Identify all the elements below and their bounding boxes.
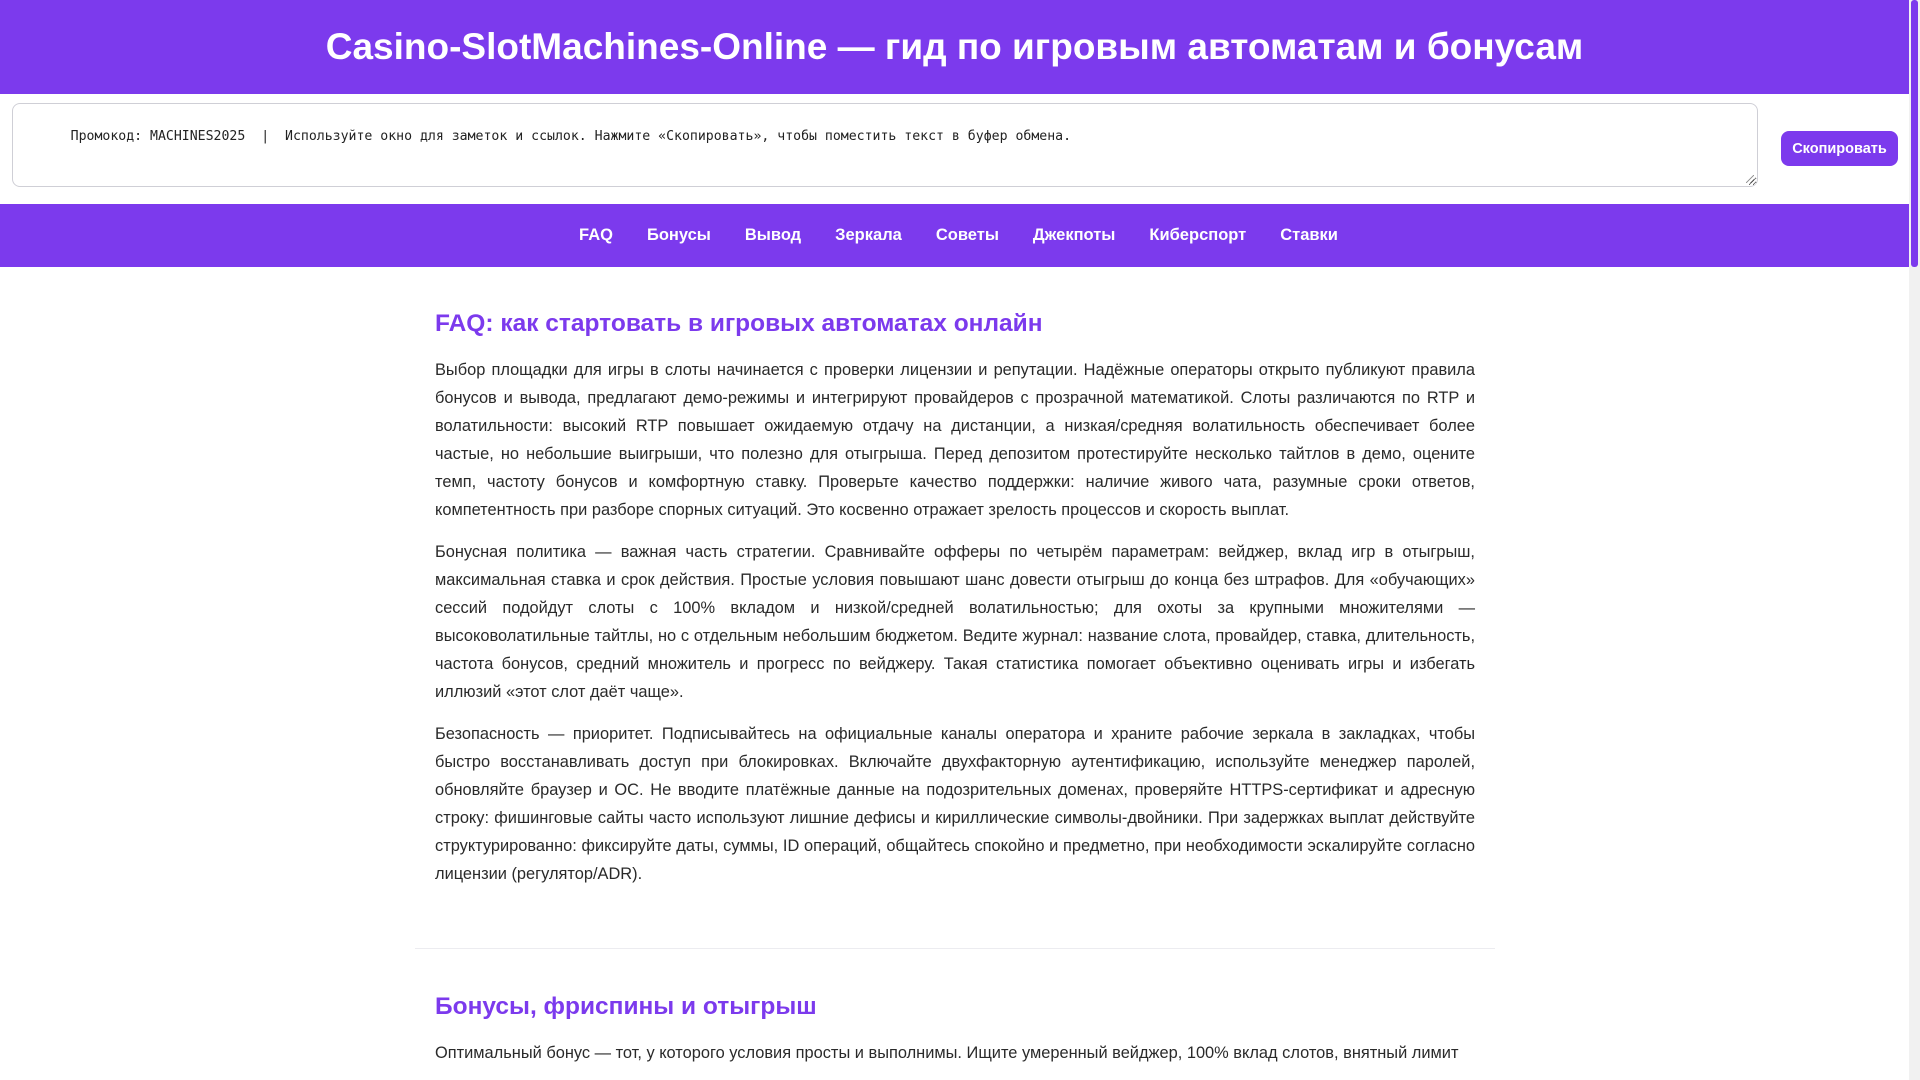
section-title: Бонусы, фриспины и отыгрыш — [435, 993, 817, 1020]
promo-text: Промокод: MACHINES2025 | Используйте окно для заметок и ссылок. Нажмите «Скопировать», чтобы поместить текст в буфер обмена. — [70, 128, 1072, 144]
promo-textarea[interactable] — [12, 103, 1758, 187]
nav-item-bets[interactable]: Ставки — [1280, 226, 1338, 244]
nav-item-faq[interactable]: FAQ — [579, 226, 613, 244]
section-paragraph: Бонусная политика — важная часть стратегии. Сравнивайте офферы по четырём параметрам: вейджер, вклад игр в отыгрыш, максимальная ставка и срок действия. Простые условия повышают шанс довести отыгрыш до конца без штрафов. Для «обучающих» сессий подойдут слоты с 100% вкладом и низкой/средней волатильностью; для охоты за крупными множителями — высоковолатильные тайтлы, но с отдельным небольшим бюджетом. Ведите журнал: название слота, провайдер, ставка, длительность, частота бонусов, средний множитель и прогресс по вейджеру. Такая статистика помогает объективно оценивать игры и избегать иллюзий «этот слот даёт чаще». — [435, 543, 1475, 701]
nav-item-mirrors[interactable]: Зеркала — [835, 226, 902, 244]
nav-item-withdrawal[interactable]: Вывод — [744, 226, 802, 244]
scrollbar-thumb[interactable] — [1911, 0, 1918, 267]
nav-item-tips[interactable]: Советы — [935, 226, 999, 244]
section-divider — [415, 948, 1495, 949]
section-paragraph: Безопасность — приоритет. Подписывайтесь на официальные каналы оператора и храните рабочие зеркала в закладках, чтобы быстро восстанавливать доступ при блокировках. Включайте двухфакторную аутентификацию, используйте менеджер паролей, обновляйте браузер и ОС. Не вводите платёжные данные на подозрительных доменах, проверяйте HTTPS-сертификат и адресную строку: фишинговые сайты часто используют лишние дефисы и кириллические символы-двойники. При задержках выплат действуйте структурированно: фиксируйте даты, суммы, ID операций, общайтесь спокойно и предметно, при необходимости эскалируйте согласно лицензии (регулятор/ADR). — [435, 725, 1475, 883]
site-header — [0, 0, 1909, 94]
section-paragraph: Оптимальный бонус — тот, у которого условия просты и выполнимы. Ищите умеренный вейджер, 100% вклад слотов, внятный лимит — [435, 1044, 1459, 1062]
resize-grip-icon[interactable] — [1746, 175, 1754, 183]
section-paragraph: Выбор площадки для игры в слоты начинается с проверки лицензии и репутации. Надёжные операторы открыто публикуют правила бонусов и вывода, предлагают демо-режимы и интегрируют провайдеров с прозрачной математикой. Слоты различаются по RTP и волатильности: высокий RTP повышает ожидаемую отдачу на дистанции, а низкая/средняя волатильность обеспечивает более частые, но небольшие выигрыши, что полезно для отыгрыша. Перед депозитом протестируйте несколько тайтлов в демо, оцените темп, частоту бонусов и комфортную ставку. Проверьте качество поддержки: наличие живого чата, разумные сроки ответов, компетентность при разборе спорных ситуаций. Это косвенно отражает зрелость процессов и скорость выплат. — [435, 361, 1475, 519]
nav-item-bonuses[interactable]: Бонусы — [646, 226, 711, 244]
section-title: FAQ: как стартовать в игровых автоматах онлайн — [435, 310, 1043, 337]
nav-item-jackpots[interactable]: Джекпоты — [1032, 226, 1116, 244]
promo-bar — [0, 94, 1909, 204]
site-title: Casino-SlotMachines-Online — гид по игровым автоматам и бонусам — [325, 26, 1584, 67]
main-content — [435, 267, 1475, 888]
copy-button[interactable]: Скопировать — [1781, 131, 1898, 166]
bonus-section — [435, 993, 1475, 1067]
main-nav — [0, 204, 1909, 267]
nav-item-esports[interactable]: Киберспорт — [1149, 226, 1247, 244]
faq-section — [435, 267, 1475, 888]
